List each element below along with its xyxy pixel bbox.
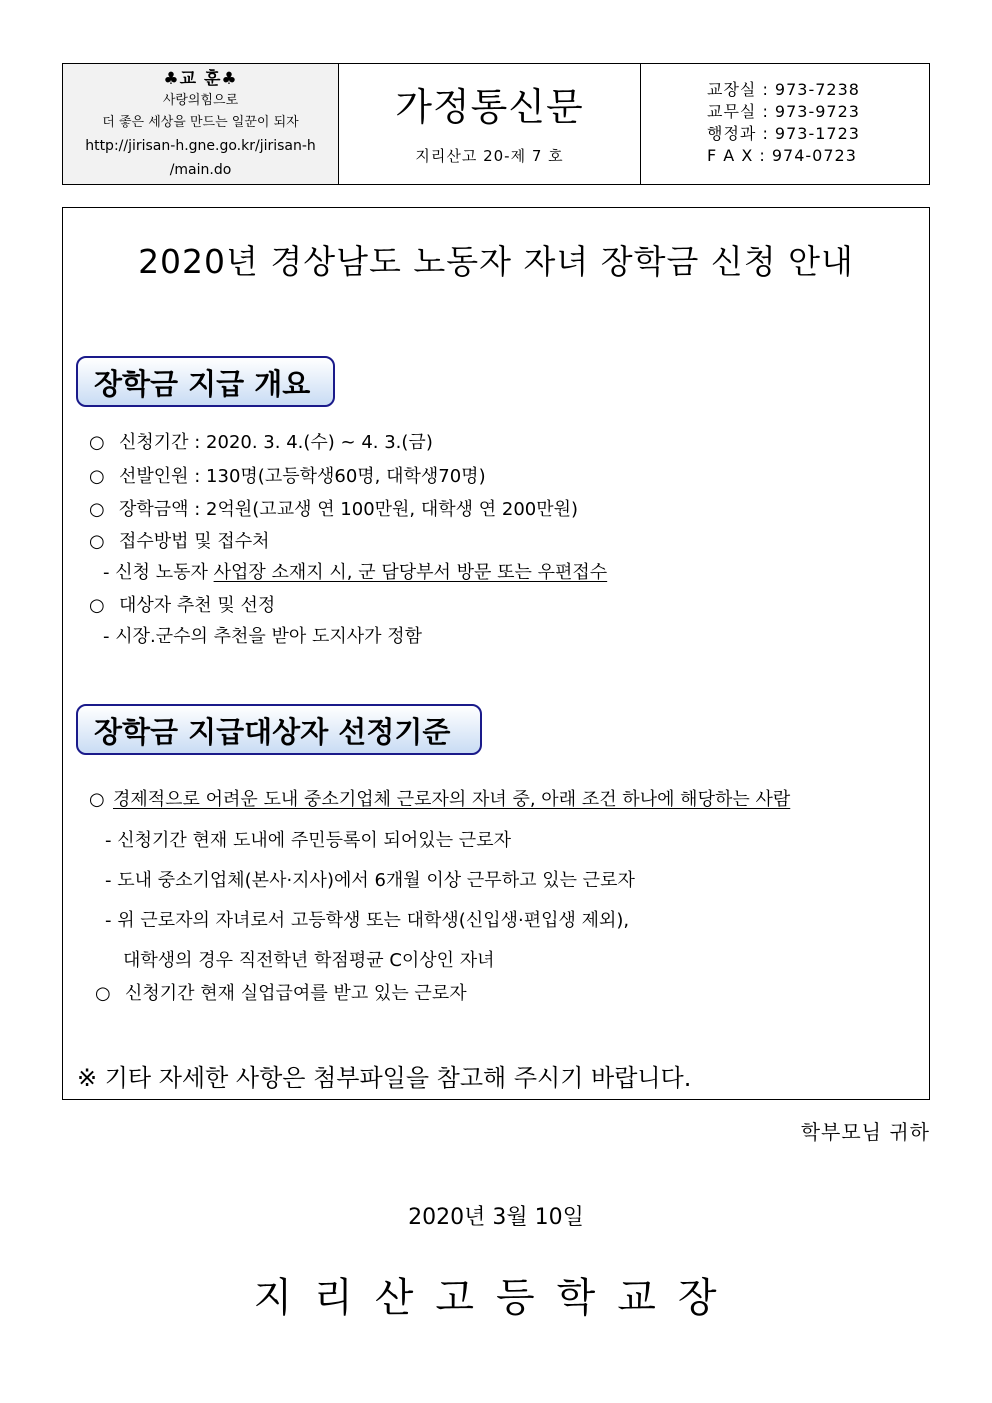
list-item: ○ 신청기간 : 2020. 3. 4.(수) ~ 4. 3.(금): [89, 432, 433, 453]
school-url[interactable]: http://jirisan-h.gne.go.kr/jirisan-h: [85, 138, 316, 154]
circle-bullet-icon: ○: [89, 499, 105, 520]
contact-row: 교장실 : 973-7238: [707, 80, 860, 99]
list-subitem: - 도내 중소기업체(본사·지사)에서 6개월 이상 근무하고 있는 근로자: [105, 870, 635, 891]
school-url[interactable]: /main.do: [169, 162, 232, 178]
recipient: 학부모님 귀하: [800, 1120, 930, 1144]
motto-title: ♣교 훈♣: [163, 69, 238, 89]
list-subitem: 대학생의 경우 직전학년 학점평균 C이상인 자녀: [123, 950, 495, 971]
contact-info: [641, 64, 929, 184]
document-title: 2020년 경상남도 노동자 자녀 장학금 신청 안내: [138, 242, 854, 281]
contact-row: 행정과 : 973-1723: [707, 124, 860, 143]
circle-bullet-icon: ○: [89, 531, 105, 552]
notice-body: [62, 207, 930, 1100]
section-heading-criteria: 장학금 지급대상자 선정기준: [76, 704, 482, 755]
list-subitem: - 시장.군수의 추천을 받아 도지사가 정함: [103, 626, 423, 647]
issue-number: 지리산고 20-제 7 호: [415, 147, 564, 165]
list-item: ○ 신청기간 현재 실업급여를 받고 있는 근로자: [95, 983, 467, 1004]
circle-bullet-icon: ○: [95, 983, 111, 1004]
reference-note: ※ 기타 자세한 사항은 첨부파일을 참고해 주시기 바랍니다.: [77, 1064, 692, 1092]
motto-line: 사랑의힘으로: [162, 93, 239, 108]
newsletter-title-cell: [339, 64, 641, 184]
school-motto: [63, 64, 339, 184]
circle-bullet-icon: ○: [89, 466, 105, 487]
contact-row: F A X : 974-0723: [707, 146, 857, 165]
list-item: ○ 선발인원 : 130명(고등학생60명, 대학생70명): [89, 466, 486, 487]
list-subitem: - 신청기간 현재 도내에 주민등록이 되어있는 근로자: [105, 830, 511, 851]
signer-title: 지리산고등학교장: [253, 1275, 739, 1321]
motto-line: 더 좋은 세상을 만드는 일꾼이 되자: [102, 115, 299, 130]
contact-row: 교무실 : 973-9723: [707, 102, 860, 121]
list-item: ○ 대상자 추천 및 선정: [89, 595, 276, 616]
newsletter-title: 가정통신문: [395, 85, 584, 129]
circle-bullet-icon: ○: [89, 595, 105, 616]
list-item: ○ 경제적으로 어려운 도내 중소기업체 근로자의 자녀 중, 아래 조건 하나에 해당하는 사람: [89, 789, 791, 810]
circle-bullet-icon: ○: [89, 789, 105, 810]
list-item: ○ 접수방법 및 접수처: [89, 531, 270, 552]
section-heading-overview: 장학금 지급 개요: [76, 356, 335, 407]
list-item: ○ 장학금액 : 2억원(고교생 연 100만원, 대학생 연 200만원): [89, 499, 579, 520]
list-subitem: - 위 근로자의 자녀로서 고등학생 또는 대학생(신입생·편입생 제외),: [105, 910, 630, 931]
issue-date: 2020년 3월 10일: [408, 1205, 584, 1230]
list-subitem: - 신청 노동자 사업장 소재지 시, 군 담당부서 방문 또는 우편접수: [103, 562, 608, 583]
header-table: [62, 63, 930, 185]
circle-bullet-icon: ○: [89, 432, 105, 453]
